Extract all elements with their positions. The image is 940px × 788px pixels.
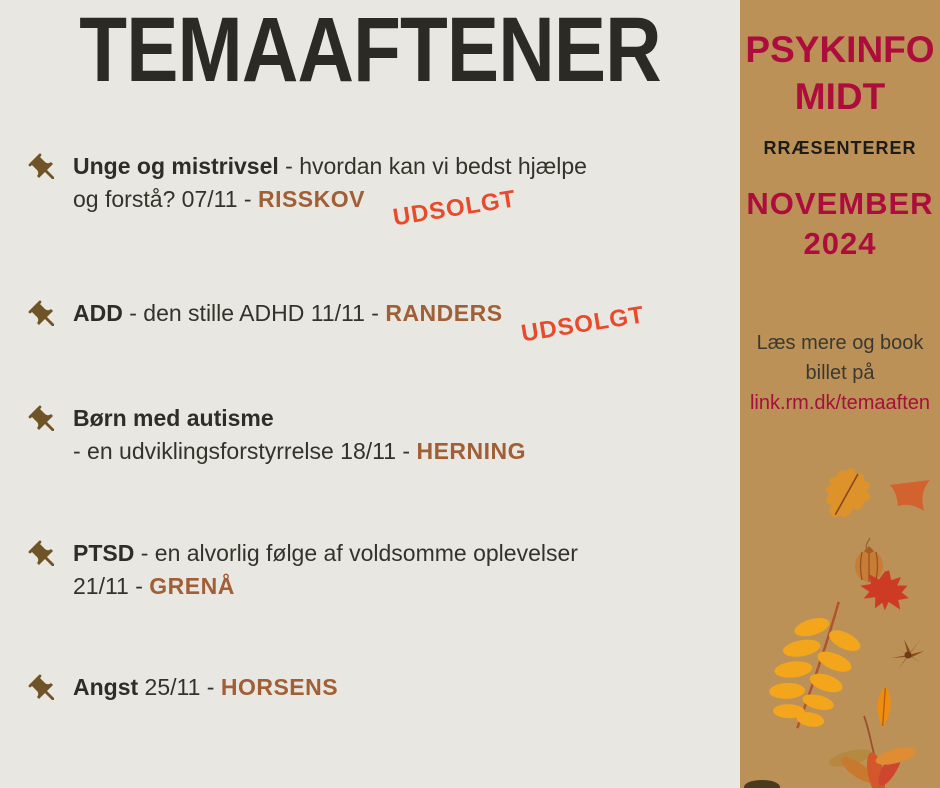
event-item-born-med-autisme [27, 402, 526, 468]
sidebar [740, 0, 940, 788]
creeper-leaf-icon [828, 714, 918, 788]
event-description: - en udviklingsforstyrrelse 18/11 - [73, 438, 417, 464]
event-title: Børn med autisme [73, 405, 274, 431]
event-text [73, 402, 526, 468]
brand-line1: PSYKINFO [745, 29, 935, 70]
page-title [0, 0, 740, 101]
event-line1 [73, 402, 526, 435]
event-line1 [73, 537, 578, 570]
event-line1 [73, 297, 646, 348]
event-line2 [73, 435, 526, 468]
oak-leaf-icon [808, 455, 885, 531]
event-item-ptsd [27, 537, 578, 603]
booking-info [740, 328, 940, 418]
event-title: Angst [73, 674, 139, 700]
event-line1 [73, 150, 587, 183]
event-line2 [73, 183, 587, 232]
pushpin-icon [20, 666, 68, 714]
event-date: og forstå? 07/11 - [73, 186, 258, 212]
page-title-text: TEMAAFTENER [79, 0, 661, 101]
month-name: NOVEMBER [746, 186, 934, 221]
event-line1 [73, 671, 338, 704]
pushpin-icon [20, 532, 68, 580]
event-item-add [27, 297, 646, 348]
event-item-unge-og-mistrivsel [27, 150, 587, 232]
booking-link[interactable]: link.rm.dk/temaaften [749, 392, 931, 414]
event-title: PTSD [73, 540, 135, 566]
star-anise-icon [890, 638, 926, 672]
event-location: RISSKOV [257, 186, 365, 212]
year: 2024 [803, 226, 877, 261]
pushpin-icon [20, 397, 68, 445]
pushpin-icon [20, 292, 68, 340]
event-date: 21/11 - [73, 573, 150, 599]
event-text [73, 671, 338, 704]
event-text [73, 150, 587, 232]
event-description: - en alvorlig følge af voldsomme oplevelser [134, 540, 578, 566]
brand-line2: MIDT [794, 76, 886, 117]
event-location: HORSENS [220, 674, 339, 700]
event-description: - den stille ADHD 11/11 - [122, 300, 386, 326]
event-text [73, 537, 578, 603]
event-location: HERNING [416, 438, 527, 464]
event-title: ADD [73, 300, 123, 326]
brand-name [740, 26, 940, 120]
event-location: RANDERS [385, 300, 503, 326]
event-location: GRENÅ [149, 573, 235, 599]
event-date: 25/11 - [138, 674, 221, 700]
pushpin-icon [20, 145, 68, 193]
event-item-angst [27, 671, 338, 707]
month-label [740, 184, 940, 264]
soldout-stamp: UDSOLGT [391, 185, 519, 232]
event-title: Unge og mistrivsel [73, 153, 279, 179]
info-line2: billet på [805, 362, 875, 384]
event-description: - hvordan kan vi bedst hjælpe [278, 153, 587, 179]
leaf-fragment-icon [888, 478, 934, 516]
presents-label: RRÆSENTERER [763, 138, 917, 158]
soldout-stamp: UDSOLGT [518, 301, 646, 348]
info-line1: Læs mere og book [756, 332, 924, 354]
event-text [73, 297, 646, 348]
leaf-edge-icon [742, 778, 782, 788]
event-line2 [73, 570, 578, 603]
